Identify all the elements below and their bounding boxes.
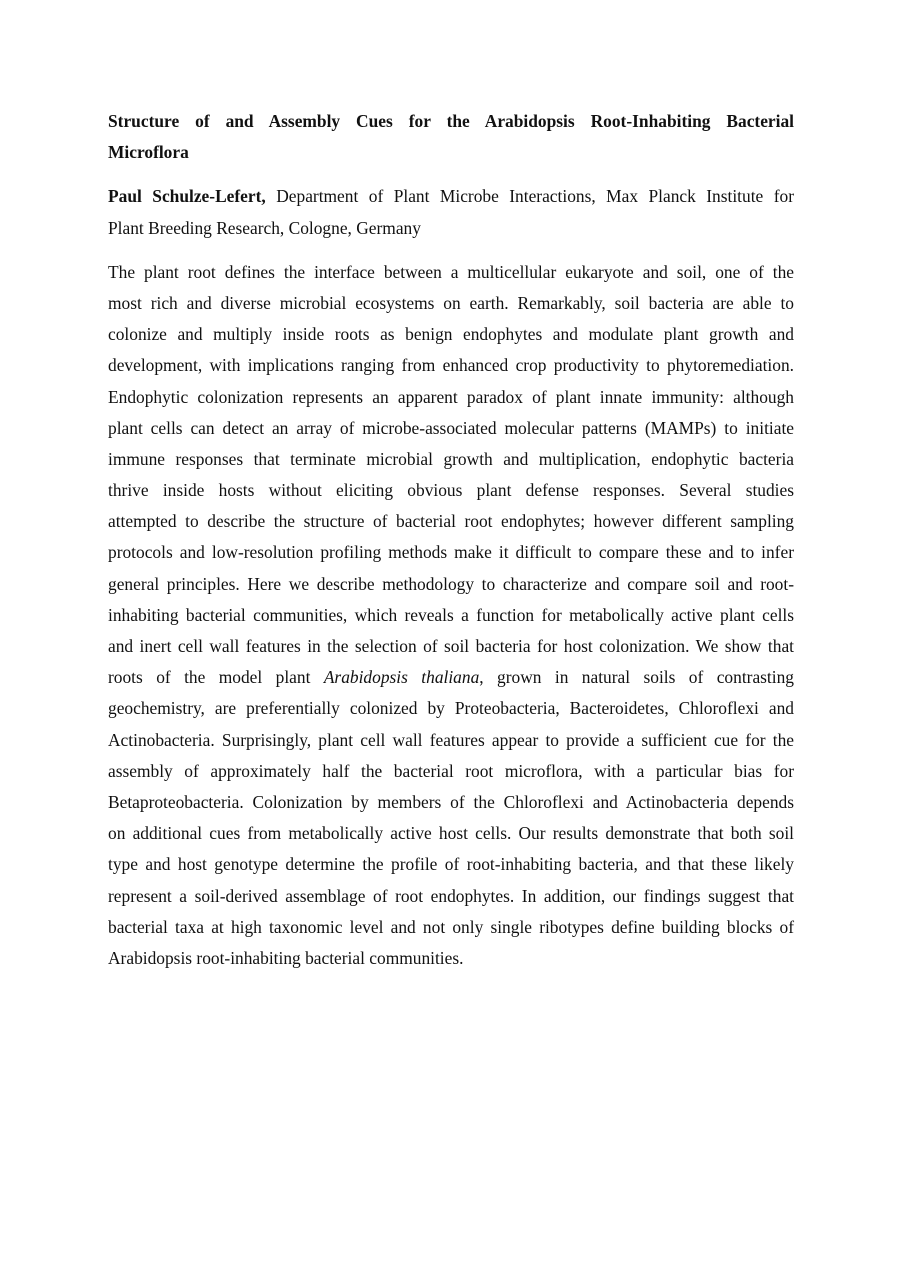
abstract-line: protocols and low-resolution profiling methods make it difficult to compare these and to infer: [108, 542, 794, 563]
abstract-line: bacterial taxa at high taxonomic level and not only single ribotypes define building blocks of: [108, 916, 794, 937]
species-name: Arabidopsis thaliana: [323, 667, 480, 688]
abstract-line: most rich and diverse microbial ecosystems on earth. Remarkably, soil bacteria are able to: [108, 292, 794, 313]
document-title: [108, 106, 794, 168]
abstract-line: represent a soil-derived assemblage of root endophytes. In addition, our findings suggest that: [108, 885, 794, 906]
abstract-line: Betaproteobacteria. Colonization by members of the Chloroflexi and Actinobacteria depends: [108, 791, 794, 812]
author-line: [108, 181, 794, 212]
abstract-line: Endophytic colonization represents an apparent paradox of plant innate immunity: although: [108, 386, 794, 407]
abstract-line: type and host genotype determine the profile of root-inhabiting bacteria, and that these likely: [108, 854, 794, 875]
abstract-line: Arabidopsis root-inhabiting bacterial communities.: [108, 947, 464, 968]
text-segment: roots of the model plant: [108, 667, 324, 688]
abstract-line: attempted to describe the structure of bacterial root endophytes; however different sampling: [108, 511, 794, 532]
abstract-line: thrive inside hosts without eliciting obvious plant defense responses. Several studies: [108, 480, 794, 501]
affiliation-line: Plant Breeding Research, Cologne, Germany: [108, 217, 421, 238]
text-segment: , grown in natural soils of contrasting: [479, 667, 794, 688]
abstract-paragraph: [108, 257, 794, 974]
abstract-line: immune responses that terminate microbial growth and multiplication, endophytic bacteria: [108, 448, 794, 469]
abstract-line: Actinobacteria. Surprisingly, plant cell wall features appear to provide a sufficient cue for the: [108, 729, 794, 750]
affiliation-text: Department of Plant Microbe Interactions, Max Planck Institute for: [265, 186, 794, 207]
abstract-line: assembly of approximately half the bacterial root microflora, with a particular bias for: [108, 760, 794, 781]
abstract-line: and inert cell wall features in the selection of soil bacteria for host colonization. We show that: [108, 636, 794, 656]
abstract-line: colonize and multiply inside roots as benign endophytes and modulate plant growth and: [108, 324, 794, 345]
title-line: Microflora: [108, 142, 189, 163]
abstract-line: plant cells can detect an array of microbe-associated molecular patterns (MAMPs) to initiate: [108, 417, 794, 438]
abstract-line: inhabiting bacterial communities, which reveals a function for metabolically active plant cells: [108, 604, 794, 625]
abstract-line: The plant root defines the interface between a multicellular eukaryote and soil, one of the: [108, 261, 794, 282]
author-name: Paul Schulze-Lefert,: [108, 186, 266, 207]
abstract-line: on additional cues from metabolically active host cells. Our results demonstrate that both soil: [108, 823, 794, 844]
abstract-line: [108, 662, 794, 693]
document-page: [108, 106, 794, 974]
abstract-line: geochemistry, are preferentially colonized by Proteobacteria, Bacteroidetes, Chloroflexi and: [108, 698, 794, 719]
title-line: Structure of and Assembly Cues for the Arabidopsis Root-Inhabiting Bacterial: [108, 111, 794, 131]
abstract-line: development, with implications ranging from enhanced crop productivity to phytoremediation.: [108, 355, 794, 376]
abstract-line: general principles. Here we describe methodology to characterize and compare soil and root-: [108, 573, 794, 594]
author-affiliation: [108, 181, 794, 243]
